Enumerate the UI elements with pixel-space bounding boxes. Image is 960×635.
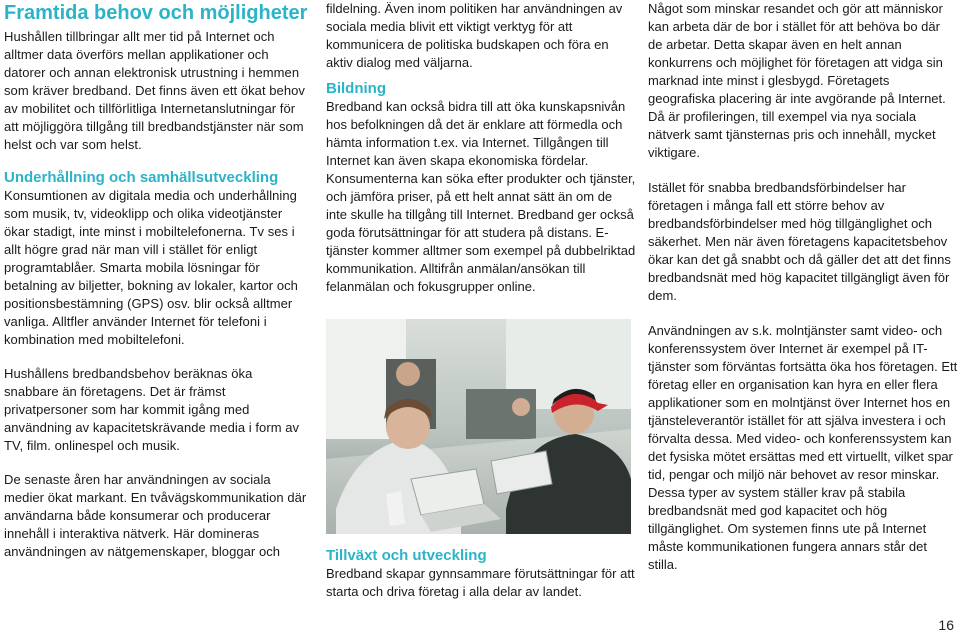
paragraph-business-needs: Istället för snabba bredbandsförbindelser har företagen i många fall ett större behov av bredbandsförbindelser med hög tillgänglighet och säkerhet. Men när även företagens kapacitetsbehov ökar kan det gå snabbt och då gäller det att det finns bredbandsnät med hög kapacitet tillgängligt även för dem. xyxy=(648,180,951,303)
subheading-education: Bildning xyxy=(326,80,386,97)
paragraph-travel: Något som minskar resandet och gör att människor kan arbeta där de bor i stället för att behöva bo där de arbetar. Detta skapar även en helt annan konkurrens och möjlighet för företagen att vidga sin marknad inte minst i glesbygd. Företagets geografiska placering är inte avgörande på Internet. Då är profileringen, till exempel via nya sociala nätverk samt tjänsternas pris och innehåll, mycket viktigare. xyxy=(648,1,946,160)
section-title: Framtida behov och möjligheter xyxy=(4,2,308,24)
paragraph-politics: fildelning. Även inom politiken har användningen av sociala media blivit ett viktigt verktyg för att kommunicera de politiska budskapen och föra en aktiv dialog med väljarna. xyxy=(326,1,623,70)
paragraph-household-demand: Hushållens bredbandsbehov beräknas öka snabbare än företagens. Det är främst privatpersoner som har kommit igång med användning av kapacitetskrävande media i form av TV, film. onlinespel och musik. xyxy=(4,366,300,453)
intro-paragraph: Hushållen tillbringar allt mer tid på Internet och alltmer data överförs mellan applikationer och datorer och annan elektronisk utrustning i hemmen som kräver bredband. Det finns även ett ökat behov av mobilitet och tillförlitliga Internetanslutningar för att möjliggöra tillgång till bredbandstjänster när som helst och var som helst. xyxy=(4,29,305,152)
paragraph-education: Bredband kan också bidra till att öka kunskapsnivån hos befolkningen då det är enklare att förmedla och hämta information t.ex. via Internet. Tillgången till Internet kan även skapa ekonomiska fördelar. Konsumenterna kan söka efter produkter och tjänster, och jämföra priser, på ett helt annat sätt än om de inte skulle ha tillgång till Internet. Bredband ger också goda förutsättningar för att studera på distans. E-tjänster kommer alltmer som exempel på dubbelriktad kommunikation. Alltifrån anmälan/ansökan till felanmälan och fokusgrupper online. xyxy=(326,99,636,294)
paragraph-social-media: De senaste åren har användningen av sociala medier ökat markant. En tvåvägskommunikation där användarna både konsumerar och producerar innehåll i interaktiva nätverk. Här domineras användningen av nätgemenskaper, bloggar och xyxy=(4,472,307,559)
column-right xyxy=(648,0,958,574)
paragraph-growth: Bredband skapar gynnsammare förutsättningar för att starta och driva företag i alla delar av landet. xyxy=(326,566,635,599)
subheading-growth: Tillväxt och utveckling xyxy=(326,547,487,564)
students-photo xyxy=(326,319,631,534)
subheading-entertainment: Underhållning och samhällsutveckling xyxy=(4,169,279,186)
paragraph-cloud-services: Användningen av s.k. molntjänster samt video- och konferenssystem över Internet är exempel på IT-tjänster som förväntas fortsätta öka hos företagen. Ett företag eller en organisation kan hyra en eller flera applikationer som en molntjänst över Internet hos en tjänsteleverantör istället för att själva investera i och förvalta dessa. Med video- och konferenssystem kan det fysiska mötet ersättas med ett virtuellt, vilket spar tid, pengar och miljö när behovet av resor minskar. Dessa typer av system ställer krav på stabila bredbandsnät med god kapacitet och hög tillgänglighet. Om systemen finns ute på Internet måste kommunikationen fungera annars står det stilla. xyxy=(648,323,958,572)
column-left xyxy=(4,0,309,561)
column-middle xyxy=(326,0,636,601)
paragraph-media: Konsumtionen av digitala media och underhållning som musik, tv, videoklipp och olika videotjänster ökar stadigt, inte minst i mobiltelefonerna. Tv ses i allt högre grad när man vill i stället för enligt programtablåer. Smarta mobila lösningar för betalning av biljetter, bokning av lokaler, kartor och positionsbestämning (GPS) osv. blir också alltmer vanliga. Alltfler använder Internet för telefoni i kombination med mobiltelefoni. xyxy=(4,188,298,347)
page-number: 16 xyxy=(938,617,954,633)
